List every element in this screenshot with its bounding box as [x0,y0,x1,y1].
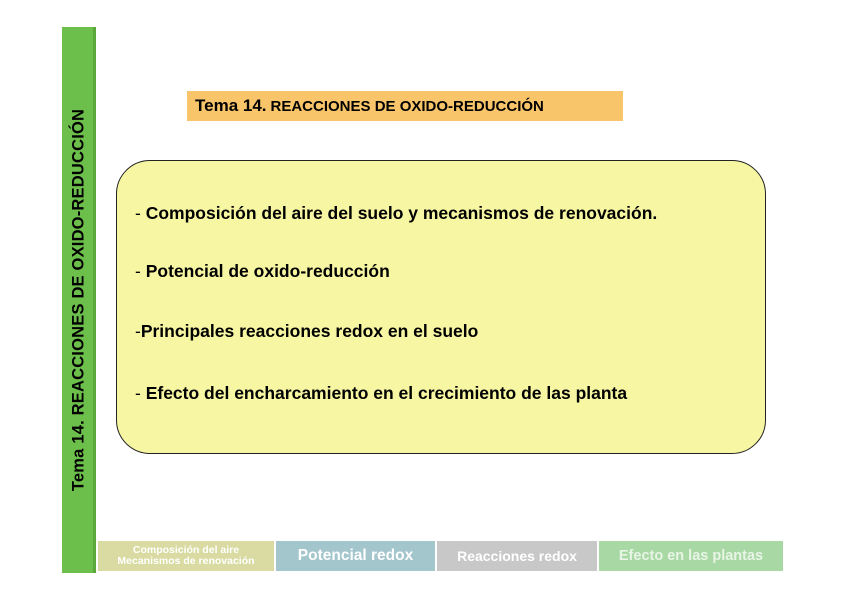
topic-text: Principales reacciones redox en el suelo [140,321,479,341]
slide-title-text: REACCIONES DE OXIDO-REDUCCIÓN [270,97,544,115]
topics-box [116,160,766,454]
topic-text: Potencial de oxido-reducción [145,261,390,281]
tab-composicion-line2: Mecanismos de renovación [117,555,255,567]
tab-reacciones-redox[interactable]: Reacciones redox [437,541,599,571]
tab-efecto-plantas[interactable]: Efecto en las plantas [599,541,783,571]
bullet-dash: - [135,203,146,223]
bullet-dash: - [135,321,141,341]
tab-composicion[interactable] [98,541,276,571]
topic-item-composicion [135,203,657,224]
topic-text: Efecto del encharcamiento en el crecimiento de las planta [145,383,628,403]
bullet-dash: - [135,261,146,281]
nav-tabs [98,541,783,571]
tab-potencial-redox[interactable]: Potencial redox [276,541,437,571]
side-title: Tema 14. REACCIONES DE OXIDO-REDUCCIÓN [69,108,88,492]
tab-composicion-line1: Composición del aire [132,544,240,556]
topic-item-reacciones [135,321,478,342]
slide-title-prefix: Tema 14. [195,96,267,115]
topic-text: Composición del aire del suelo y mecanismos de renovación. [145,203,658,223]
topic-item-efecto [135,383,627,404]
slide-title [187,91,623,121]
bullet-dash: - [135,383,146,403]
topic-item-potencial [135,261,390,282]
